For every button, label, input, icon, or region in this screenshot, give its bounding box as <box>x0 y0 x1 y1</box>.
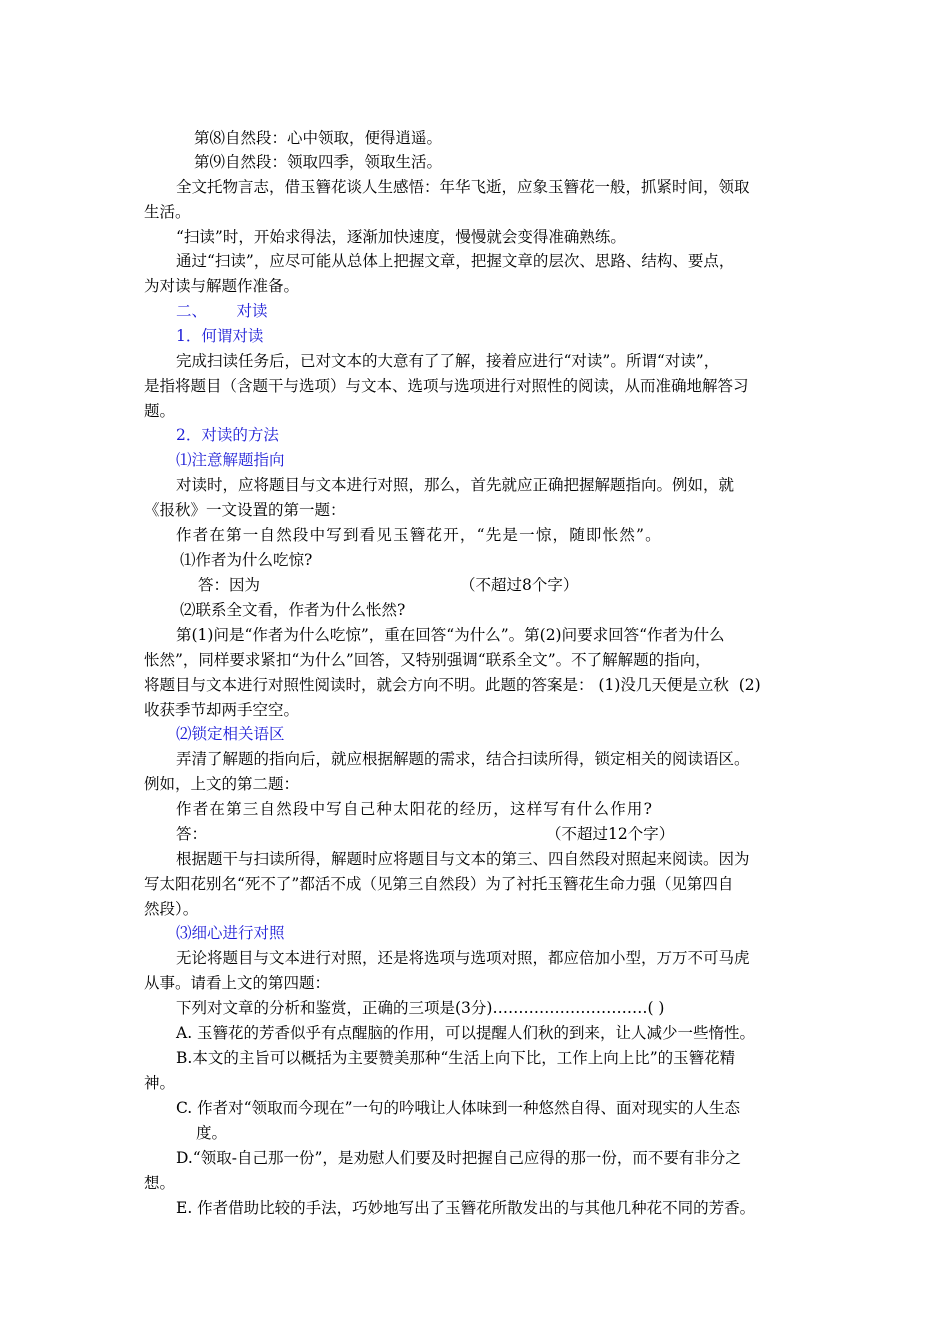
paragraph-line: 例如，上文的第二题： <box>144 775 300 793</box>
answer-limit: （不超过8个字） <box>460 576 579 594</box>
paragraph-line: 生活。 <box>144 203 191 221</box>
paragraph-line: 将题目与文本进行对照性阅读时，就会方向不明。此题的答案是： (1)没几天便是立秋 (2) <box>144 676 761 694</box>
paragraph-line: 对读时，应将题目与文本进行对照，那么，首先就应正确把握解题指向。例如，就 <box>176 476 735 494</box>
option-c: C. 作者对“领取而今现在”一句的吟哦让人体味到一种悠然自得、面对现实的人生态 <box>176 1099 741 1117</box>
paragraph-line: 题。 <box>144 402 176 420</box>
question-text: ⑴作者为什么吃惊? <box>180 551 313 569</box>
subsection-heading: ⑶细心进行对照 <box>176 924 285 942</box>
paragraph-line: 从事。请看上文的第四题： <box>144 974 331 992</box>
paragraph-line: 怅然”，同样要求紧扣“为什么”回答，又特别强调“联系全文”。不了解解题的指向， <box>144 651 711 669</box>
paragraph-line: 弄清了解题的指向后，就应根据解题的需求，结合扫读所得，锁定相关的阅读语区。 <box>176 750 750 768</box>
paragraph-line: 写太阳花别名“死不了”都活不成（见第三自然段）为了衬托玉簪花生命力强（见第四自 <box>144 875 734 893</box>
option-b-cont: 神。 <box>144 1074 176 1092</box>
paragraph-line: 第⑼自然段：领取四季，领取生活。 <box>194 153 443 171</box>
paragraph-line: 收获季节却两手空空。 <box>144 701 300 719</box>
question-text: 作者在第一自然段中写到看见玉簪花开，“先是一惊，随即怅然”。 <box>176 526 662 544</box>
question-text: ⑵联系全文看，作者为什么怅然? <box>180 601 406 619</box>
section-heading: 二、 对读 <box>176 302 268 320</box>
paragraph-line: 然段）。 <box>144 900 199 918</box>
paragraph-line: “扫读”时，开始求得法，逐渐加快速度，慢慢就会变得准确熟练。 <box>176 228 626 246</box>
option-e: E. 作者借助比较的手法，巧妙地写出了玉簪花所散发出的与其他几种花不同的芳香。 <box>176 1199 756 1217</box>
paragraph-line: 《报秋》一文设置的第一题： <box>144 501 346 519</box>
paragraph-line: 为对读与解题作准备。 <box>144 277 300 295</box>
question-text: 下列对文章的分析和鉴赏，正确的三项是(3分)…………………………( ) <box>176 999 665 1017</box>
answer-limit: （不超过12个字） <box>546 825 675 843</box>
paragraph-line: 第(1)问是“作者为什么吃惊”，重在回答“为什么”。第(2)问要求回答“作者为什么 <box>176 626 725 644</box>
paragraph-line: 通过“扫读”，应尽可能从总体上把握文章，把握文章的层次、思路、结构、要点， <box>176 252 735 270</box>
subsection-heading: ⑴注意解题指向 <box>176 451 285 469</box>
paragraph-line: 是指将题目（含题干与选项）与文本、选项与选项进行对照性的阅读，从而准确地解答习 <box>144 377 749 395</box>
option-d: D.“领取-自己那一份”，是劝慰人们要及时把握自己应得的那一份，而不要有非分之 <box>176 1149 741 1167</box>
paragraph-line: 无论将题目与文本进行对照，还是将选项与选项对照，都应倍加小型，万万不可马虎 <box>176 949 750 967</box>
option-c-cont: 度。 <box>196 1124 228 1142</box>
answer-line: 答：因为 <box>198 576 261 594</box>
paragraph-line: 全文托物言志，借玉簪花谈人生感悟：年华飞逝，应象玉簪花一般，抓紧时间，领取 <box>176 178 750 196</box>
paragraph-line: 第⑻自然段：心中领取，便得逍遥。 <box>194 129 443 147</box>
subsection-heading: 1．何谓对读 <box>176 327 264 345</box>
option-a: A. 玉簪花的芳香似乎有点醒脑的作用，可以提醒人们秋的到来，让人减少一些惰性。 <box>176 1024 756 1042</box>
question-text: 作者在第三自然段中写自己种太阳花的经历，这样写有什么作用? <box>176 800 654 818</box>
option-d-cont: 想。 <box>144 1174 176 1192</box>
subsection-heading: 2．对读的方法 <box>176 426 279 444</box>
paragraph-line: 根据题干与扫读所得，解题时应将题目与文本的第三、四自然段对照起来阅读。因为 <box>176 850 750 868</box>
option-b: B.本文的主旨可以概括为主要赞美那种“生活上向下比，工作上向上比”的玉簪花精 <box>176 1049 736 1067</box>
answer-line: 答： <box>176 825 208 843</box>
subsection-heading: ⑵锁定相关语区 <box>176 725 285 743</box>
paragraph-line: 完成扫读任务后，已对文本的大意有了了解，接着应进行“对读”。所谓“对读”， <box>176 352 720 370</box>
